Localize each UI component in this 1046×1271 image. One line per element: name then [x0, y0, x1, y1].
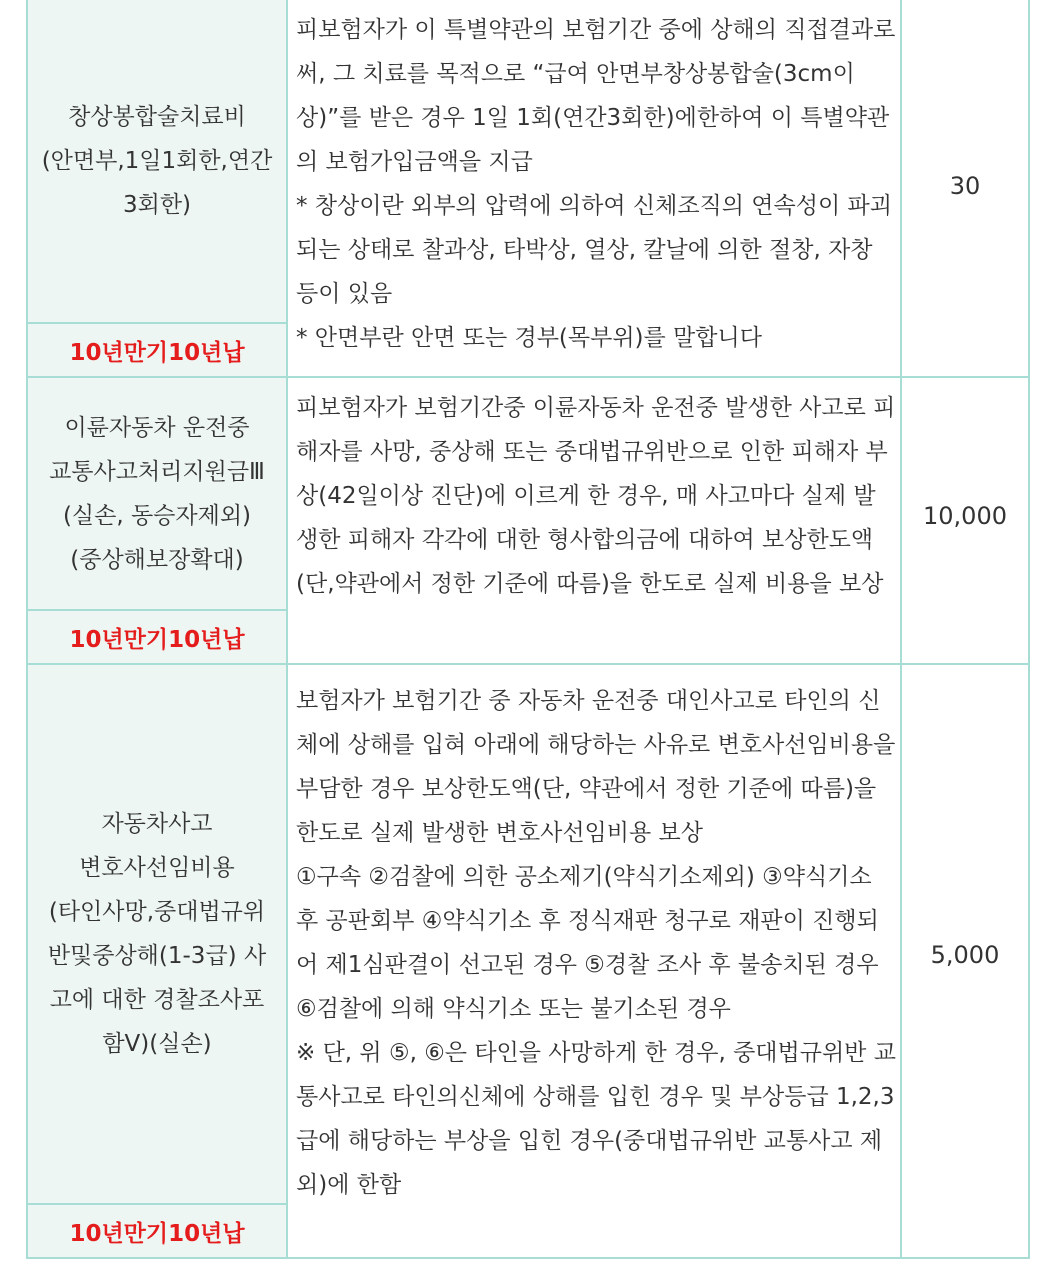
coverage-description — [288, 378, 902, 663]
coverage-name-line: 변호사선임비용 — [79, 855, 235, 881]
description-paragraph: ①구속 ②검찰에 의한 공소제기(약식기소제외) ③약식기소 후 공판회부 ④약식기소 후 정식재판 청구로 재판이 진행되어 제1심판결이 선고된 경우 ⑤경찰 조사 후 불송치된 경우 ⑥검찰에 의해 약식기소 또는 불기소된 경우 — [296, 864, 879, 1022]
coverage-name-line: 함Ⅴ)(실손) — [102, 1031, 212, 1057]
coverage-name-line: (중상해보장확대) — [70, 546, 244, 573]
coverage-amount: 10,000 — [902, 378, 1030, 663]
coverage-name-line: 반및중상해(1-3급) 사 — [47, 943, 267, 969]
description-paragraph: 피보험자가 보험기간중 이륜자동차 운전중 발생한 사고로 피해자를 사망, 중상해 또는 중대법규위반으로 인한 피해자 부상(42일이상 진단)에 이르게 한 경우, 매 사고마다 실제 발생한 피해자 각각에 대한 형사합의금에 대하여 보상한도액(단,약관에서 정한 기준에 따름)을 한도로 실제 비용을 보상 — [296, 395, 896, 597]
coverage-name-line: 고에 대한 경찰조사포 — [49, 987, 265, 1013]
coverage-name-cell — [26, 378, 288, 663]
coverage-name-line: (실손, 동승자제외) — [62, 502, 252, 529]
coverage-description — [288, 665, 902, 1257]
coverage-name-line: (타인사망,중대법규위 — [48, 899, 266, 925]
coverage-name — [28, 0, 286, 322]
coverage-name-line: 창상봉합술치료비 — [68, 104, 246, 130]
coverage-term: 10년만기10년납 — [28, 609, 286, 663]
coverage-name-line: 교통사고처리지원금Ⅲ — [49, 458, 265, 485]
table-row — [26, 665, 1030, 1259]
coverage-amount: 30 — [902, 0, 1030, 376]
description-paragraph: * 안면부란 안면 또는 경부(목부위)를 말합니다 — [296, 325, 762, 351]
coverage-name-cell — [26, 0, 288, 376]
coverage-name-cell — [26, 665, 288, 1257]
coverage-name — [28, 378, 286, 609]
coverage-name-line: 3회한) — [122, 192, 192, 218]
coverage-term: 10년만기10년납 — [28, 322, 286, 376]
coverage-name-line: (안면부,1일1회한,연간 — [41, 148, 273, 174]
table-row — [26, 378, 1030, 665]
coverage-name — [28, 665, 286, 1203]
coverage-name-line: 이륜자동차 운전중 — [64, 414, 250, 441]
coverage-table — [26, 0, 1030, 1259]
description-paragraph: 피보험자가 이 특별약관의 보험기간 중에 상해의 직접결과로써, 그 치료를 목적으로 “급여 안면부창상봉합술(3cm이상)”를 받은 경우 1일 1회(연간3회한)에한하여 이 특별약관의 보험가입금액을 지급 — [296, 17, 896, 175]
coverage-amount: 5,000 — [902, 665, 1030, 1257]
coverage-description — [288, 0, 902, 376]
coverage-term: 10년만기10년납 — [28, 1203, 286, 1257]
description-paragraph: ※ 단, 위 ⑤, ⑥은 타인을 사망하게 한 경우, 중대법규위반 교통사고로 타인의신체에 상해를 입힌 경우 및 부상등급 1,2,3급에 해당하는 부상을 입힌 경우(중대법규위반 교통사고 제외)에 한함 — [296, 1040, 896, 1198]
coverage-name-line: 자동차사고 — [101, 811, 213, 837]
description-paragraph: * 창상이란 외부의 압력에 의하여 신체조직의 연속성이 파괴되는 상태로 찰과상, 타박상, 열상, 칼날에 의한 절창, 자창 등이 있음 — [296, 193, 892, 307]
table-row — [26, 0, 1030, 378]
description-paragraph: 보험자가 보험기간 중 자동차 운전중 대인사고로 타인의 신체에 상해를 입혀 아래에 해당하는 사유로 변호사선임비용을 부담한 경우 보상한도액(단, 약관에서 정한 기준에 따름)을 한도로 실제 발생한 변호사선임비용 보상 — [296, 688, 896, 846]
